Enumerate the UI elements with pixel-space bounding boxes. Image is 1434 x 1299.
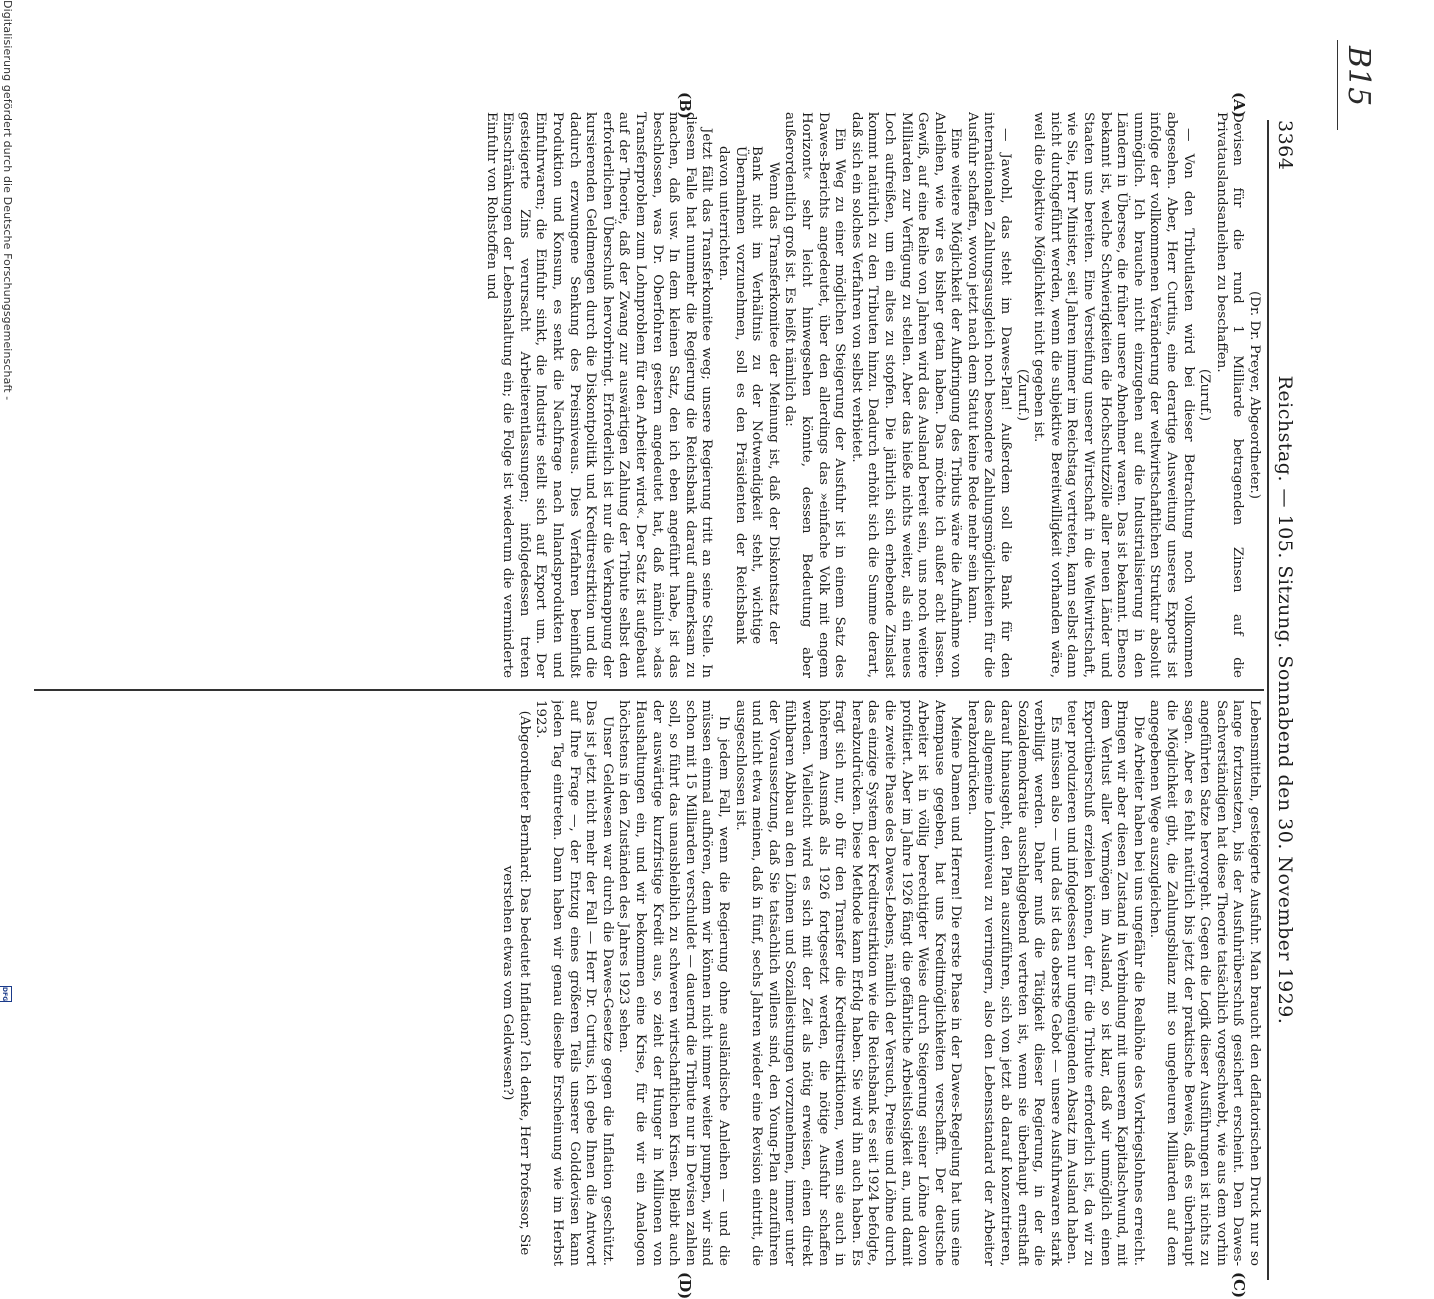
paragraph: Devisen für die rund 1 Milliarde betragenden Zinsen auf die Privatauslandsanleihen zu beschaffen. — [1213, 112, 1246, 678]
left-text-column — [22, 112, 1262, 678]
paragraph: Wenn das Transferkomitee der Meinung ist, daß der Diskontsatz der Bank nicht im Verhältnis zu der Notwendigkeit steht, wichtige Übernahmen vorzunehmen, soll es den Präsidenten der Reichsbank davon unterrichten. — [716, 146, 781, 644]
digitization-footer — [0, 0, 14, 1000]
paragraph: Die Arbeiter haben bei uns ungefähr die Realhöhe des Vorkriegslohnes erreicht. Bringen wir aber diesen Zustand in Verbindung mit unserem Kapitalschwund, mit dem Verlust aller Vermögen im Ausland, so ist klar, daß wir unmöglich einen Exportüberschuß erzielen können, der für die Tribute erforderlich ist, da wir zu teuer produzieren und infolgedessen nur ungenügenden Absatz im Ausland haben. — [1064, 700, 1146, 1266]
right-text-column — [22, 700, 1262, 1266]
paragraph: In jedem Fall, wenn die Regierung ohne ausländische Anleihen — und die müssen einmal aufhören, denn wir können nicht immer weiter pumpen, wir sind schon mit 15 Milliarden verschuldet — dauernd die Tribute nur in Devisen zahlen soll, so führt das unausbleiblich zu schweren wirtschaftlichen Krisen. Bleibt auch der auswärtige kurzfristige Kredit aus, so zieht der Hunger in Millionen von Haushaltungen ein, und wir bekommen eine Krise, für die wir ein Analogon höchstens in den Zuständen des Jahres 1923 sehen. — [616, 700, 731, 1266]
header-rule — [1267, 120, 1269, 1280]
dfg-logo[interactable]: DFG — [0, 986, 12, 1002]
paragraph: — Jawohl, das steht im Dawes-Plan! Außerdem soll die Bank für den internationalen Zahlungsausgleich noch besondere Zahlungsmöglichkeiten für die Ausfuhr schaffen, wovon jetzt nach dem Statut keine Rede mehr sein kann. — [964, 112, 1014, 678]
column-divider — [34, 689, 1264, 691]
margin-letter-c: (C) — [1230, 1272, 1248, 1299]
paragraph: (Zuruf.) — [1197, 368, 1213, 422]
paragraph: Ein Weg zu einer möglichen Steigerung der Ausfuhr ist in einem Satz des Dawes-Berichts angedeutet, über den allerdings das »einfache Volk mit engem Horizont« sehr leicht hinwegsehen könnte, dessen Bedeutung aber außerordentlich groß ist. Es heißt nämlich da: — [782, 112, 848, 678]
margin-letter-d: (D) — [676, 1272, 694, 1299]
handwritten-underline — [1337, 40, 1338, 130]
paragraph: (Abgeordneter Bernhard: Das bedeutet Inflation? Ich denke, Herr Professor, Sie verstehen etwas vom Geldwesen?) — [500, 710, 532, 1256]
page-number: 3364 — [1274, 120, 1296, 171]
margin-letter-b: (B) — [676, 92, 694, 119]
page-header-title: Reichstag. — 105. Sitzung. Sonnabend den 30. November 1929. — [1274, 375, 1296, 1025]
footer-strip — [0, 0, 22, 1000]
paragraph: Es müssen also — und das ist das oberste Gebot — unsere Ausfuhrwaren stark verbilligt werden. Daher muß die Tätigkeit dieser Regierung, in der die Sozialdemokratie ausschlaggebend vertreten ist, wenn sie überhaupt ernsthaft darauf hinausgeht, den Plan auszuführen, sich von jetzt ab darauf konzentrieren, das allgemeine Lohnniveau zu verringern, also den Lebensstandard der Arbeiter herabzudrücken. — [964, 700, 1063, 1266]
paragraph: (Zuruf.) — [1014, 368, 1030, 422]
paragraph: Jetzt fällt das Transferkomitee weg; unsere Regierung tritt an seine Stelle. In diesem Falle hat nunmehr die Regierung die Reichsbank darauf aufmerksam zu machen, daß usw. In dem kleinen Satz, den ich eben angeführt habe, ist das beschlossen, was Dr. Oberfohren gestern angedeutet hat, daß nämlich »das Transferproblem zum Lohnproblem für den Arbeiter wird«. Der Satz ist aufgebaut auf der Theorie, daß der Zwang zur auswärtigen Zahlung der Tribute selbst den erforderlichen Überschuß hervorbringt. Erforderlich ist nur die Verknappung der kursierenden Geldmengen durch die Diskontpolitik und Kreditrestriktion und die dadurch erzwungene Senkung des Preisniveaus. Dies Verfahren beeinflußt Produktion und Konsum, es senkt die Nachfrage nach Inlandsprodukten und Einfuhrwaren; die Einfuhr sinkt, die Industrie stellt sich auf Export um. Der gesteigerte Zins verursacht Arbeiterentlassungen; infolgedessen treten Einschränkungen der Lebenshaltung ein; die Folge ist wiederum die verminderte Einfuhr von Rohstoffen und — [483, 112, 715, 678]
page-header — [1266, 120, 1296, 1280]
paragraph: Unser Geldwesen war durch die Dawes-Gesetze gegen die Inflation geschützt. Das ist jetzt nicht mehr der Fall — Herr Dr. Curtius, ich gebe Ihnen die Antwort auf Ihre Frage —, der Entzug eines größeren Teils unserer Golddevisen kann jeden Tag eintreten. Dann haben wir genau dieselbe Erscheinung wie im Herbst 1923. — [533, 700, 615, 1266]
paragraph: Meine Damen und Herren! Die erste Phase in der Dawes-Regelung hat uns eine Atempause gegeben, hat uns Kreditmöglichkeiten verschafft. Der deutsche Arbeiter ist in völlig berechtigter Weise durch Steigerung seiner Löhne davon profitiert. Aber im Jahre 1926 fängt die gefährliche Arbeitslosigkeit an, und damit die zweite Phase des Dawes-Lebens, nämlich der Versuch, Preise und Löhne durch das einzige System der Kreditrestriktion wie die Reichsbank es seit 1924 befolgte, herabzudrücken. Diese Methode kann Erfolg haben. Sie wird ihn auch haben. Es fragt sich nur, ob für den Transfer die Kreditrestriktionen, wenn sie auch in höherem Ausmaß als 1926 fortgesetzt werden, die nötige Ausfuhr schaffen werden. Vielleicht wird es sich mit der Zeit als nötig erweisen, einen direkt fühlbaren Abbau an den Löhnen und Sozialleistungen vorzunehmen, immer unter der Voraussetzung, daß Sie tatsächlich willens sind, den Young-Plan anzuführen und nicht etwa meinen, daß in fünf, sechs Jahren wieder eine Revision eintritt, die ausgeschlossen ist. — [732, 700, 964, 1266]
paragraph: (Dr. Dr. Preyer, Abgeordneter.) — [1247, 291, 1262, 499]
digitization-credit: Digitalisierung gefördert durch die Deutsche Forschungsgemeinschaft - — [1, 0, 14, 401]
paragraph: — Von den Tributlasten wird bei dieser Betrachtung noch vollkommen abgesehen. Aber, Herr Curtius, eine derartige Ausweitung unseres Exports ist infolge der vollkommenen Veränderung der weltwirtschaftlichen Struktur absolut unmöglich. Ich brauche nicht einzugehen auf die Industrialisierung in den Ländern in Übersee, die früher unsere Abnehmer waren. Das ist bekannt. Ebenso bekannt ist, welche Schwierigkeiten die Hochschutzzölle aller neuen Länder und Staaten uns bereiten. Eine Versteifung unserer Wirtschaft in die Weltwirtschaft, wie Sie, Herr Minister, seit Jahren immer im Reichstag vertreten, kann selbst dann nicht durchgeführt werden, wenn die subjektive Bereitwilligkeit vorhanden wäre, weil die objektive Möglichkeit nicht gegeben ist. — [1031, 112, 1196, 678]
paragraph: Eine weitere Möglichkeit der Aufbringung des Tributs wäre die Aufnahme von Anleihen, wie wir es bisher getan haben. Das möchte ich außer acht lassen. Gewiß, auf eine Reihe von Jahren wird das Ausland bereit sein, uns noch weitere Milliarden zur Verfügung zu stellen. Aber das hieße nichts weiter, als ein neues Loch aufreißen, um ein altes zu stopfen. Die jährlich sich erhebende Zinslast kommt natürlich zu den Tributen hinzu. Dadurch erhöht sich die Summe derart, daß sich ein solches Verfahren von selbst verbietet. — [848, 112, 964, 678]
handwritten-mark: B15 — [1341, 46, 1376, 107]
paragraph: Lebensmitteln, gesteigerte Ausfuhr. Man braucht den deflatorischen Druck nur so lange fortzusetzen, bis der Ausfuhrüberschuß gesichert erscheint. Den Dawes-Sachverständigen hat diese Theorie tatsächlich vorgeschwebt, wie aus dem vorhin angeführten Satze hervorgeht. Gegen die Logik dieser Ausführungen ist nichts zu sagen. Aber es fehlt natürlich bis jetzt der praktische Beweis, daß es überhaupt die Möglichkeit gibt, die Zahlungsbilanz mit so ungeheuren Milliarden auf dem angegebenen Wege auszugleichen. — [1147, 700, 1262, 1266]
margin-letter-a: (A) — [1230, 92, 1248, 118]
